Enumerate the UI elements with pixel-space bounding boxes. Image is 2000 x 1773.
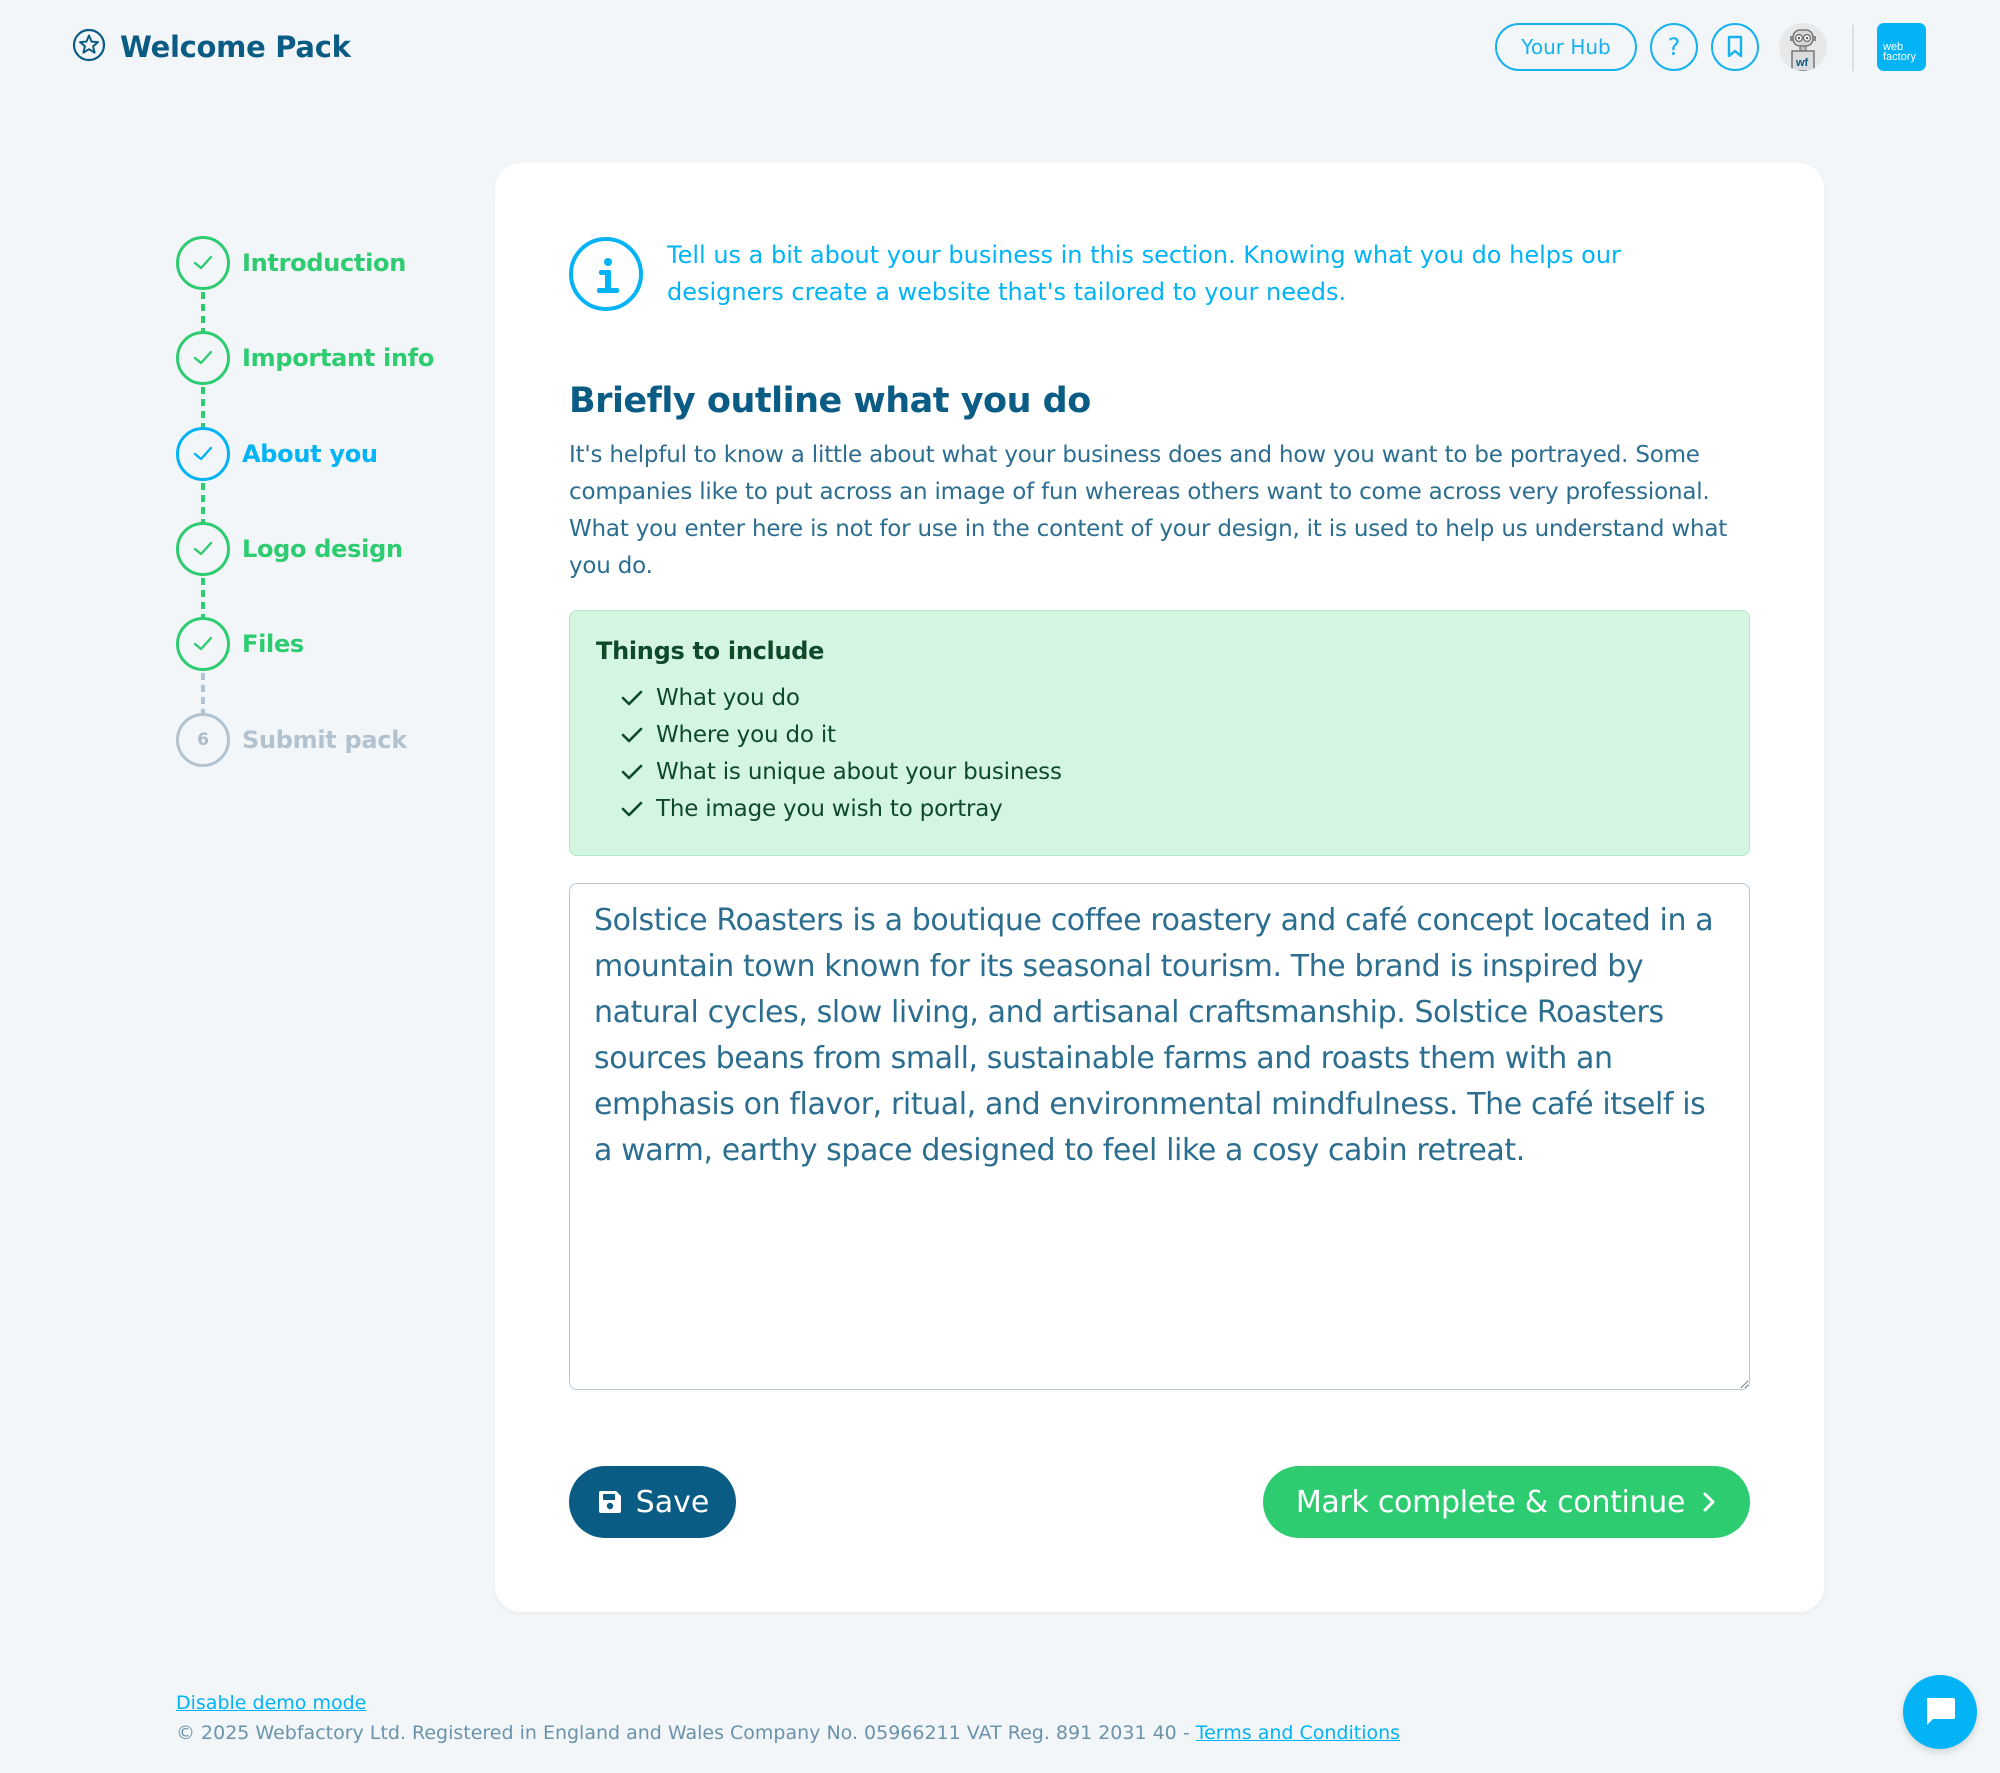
step-logo-design[interactable] (176, 522, 403, 576)
check-icon (620, 797, 644, 821)
chevron-right-icon (1701, 1490, 1717, 1514)
floppy-disk-icon (596, 1488, 624, 1516)
header-divider (1852, 25, 1854, 71)
things-to-include-box (569, 610, 1750, 856)
svg-text:wf: wf (1796, 57, 1809, 69)
step-label: Submit pack (242, 726, 407, 754)
check-icon (620, 760, 644, 784)
star-circle-icon (72, 28, 106, 66)
info-icon (569, 237, 643, 311)
brand[interactable] (72, 28, 351, 66)
page-title: Welcome Pack (120, 30, 351, 64)
check-icon (192, 349, 214, 367)
list-item-text: Where you do it (656, 721, 836, 748)
step-label: Introduction (242, 249, 406, 277)
step-files[interactable] (176, 617, 304, 671)
continue-label: Mark complete & continue (1295, 1484, 1686, 1520)
step-connector (201, 483, 205, 525)
copyright-line (176, 1722, 1400, 1744)
check-icon (192, 445, 214, 463)
step-connector (201, 673, 205, 715)
business-description-textarea[interactable] (569, 883, 1750, 1390)
step-submit-pack[interactable] (176, 713, 407, 767)
step-label: About you (242, 440, 378, 468)
footer (176, 1692, 1400, 1744)
check-icon (192, 540, 214, 558)
avatar[interactable] (1779, 23, 1827, 71)
check-icon (620, 686, 644, 710)
list-item (596, 679, 1723, 716)
mark-complete-continue-button[interactable] (1263, 1466, 1750, 1538)
your-hub-button[interactable]: Your Hub (1495, 23, 1637, 71)
question-icon: ? (1667, 33, 1681, 61)
bookmark-icon (1725, 35, 1745, 59)
save-button[interactable] (569, 1466, 736, 1538)
bookmark-button[interactable] (1711, 23, 1759, 71)
robot-avatar-icon (1779, 23, 1827, 71)
list-item-text: What is unique about your business (656, 758, 1062, 785)
logo-line1: web (1883, 41, 1904, 53)
list-item-text: The image you wish to portray (656, 795, 1003, 822)
step-label: Important info (242, 344, 435, 372)
step-connector (201, 387, 205, 429)
section-description: It's helpful to know a little about what your business does and how you want to be portrayed. Some companies like to put across an image of fun whereas others want to come across very professional. What you enter here is not for use in the content of your design, it is used to help us understand what you do. (569, 442, 1728, 579)
step-connector (201, 292, 205, 334)
logo-line2: factory (1883, 51, 1917, 63)
section-title: Briefly outline what you do (569, 381, 1091, 421)
check-icon (620, 723, 644, 747)
list-item (596, 753, 1723, 790)
step-important-info[interactable] (176, 331, 434, 385)
step-label: Files (242, 630, 304, 658)
list-item (596, 716, 1723, 753)
disable-demo-mode-link[interactable]: Disable demo mode (176, 1692, 367, 1714)
webfactory-logo[interactable] (1877, 23, 1926, 71)
save-label: Save (635, 1484, 710, 1520)
step-number: 6 (197, 730, 209, 750)
main-card (495, 163, 1824, 1612)
list-item (596, 790, 1723, 827)
info-text: Tell us a bit about your business in this section. Knowing what you do helps our designers create a website that's tailored to your needs. (667, 241, 1621, 306)
terms-link[interactable]: Terms and Conditions (1195, 1722, 1401, 1744)
step-connector (201, 578, 205, 620)
copyright-text: © 2025 Webfactory Ltd. Registered in England and Wales Company No. 05966211 VAT Reg. 891 2031 40 - (176, 1722, 1196, 1744)
step-about-you[interactable] (176, 427, 378, 481)
info-banner (569, 237, 1667, 311)
chat-bubble-icon (1923, 1696, 1957, 1728)
include-title: Things to include (596, 637, 825, 665)
include-list (596, 679, 1723, 827)
help-button[interactable] (1650, 23, 1698, 71)
check-icon (192, 254, 214, 272)
check-icon (192, 635, 214, 653)
chat-button[interactable] (1903, 1675, 1977, 1749)
list-item-text: What you do (656, 684, 800, 711)
step-introduction[interactable] (176, 236, 406, 290)
step-label: Logo design (242, 535, 403, 563)
